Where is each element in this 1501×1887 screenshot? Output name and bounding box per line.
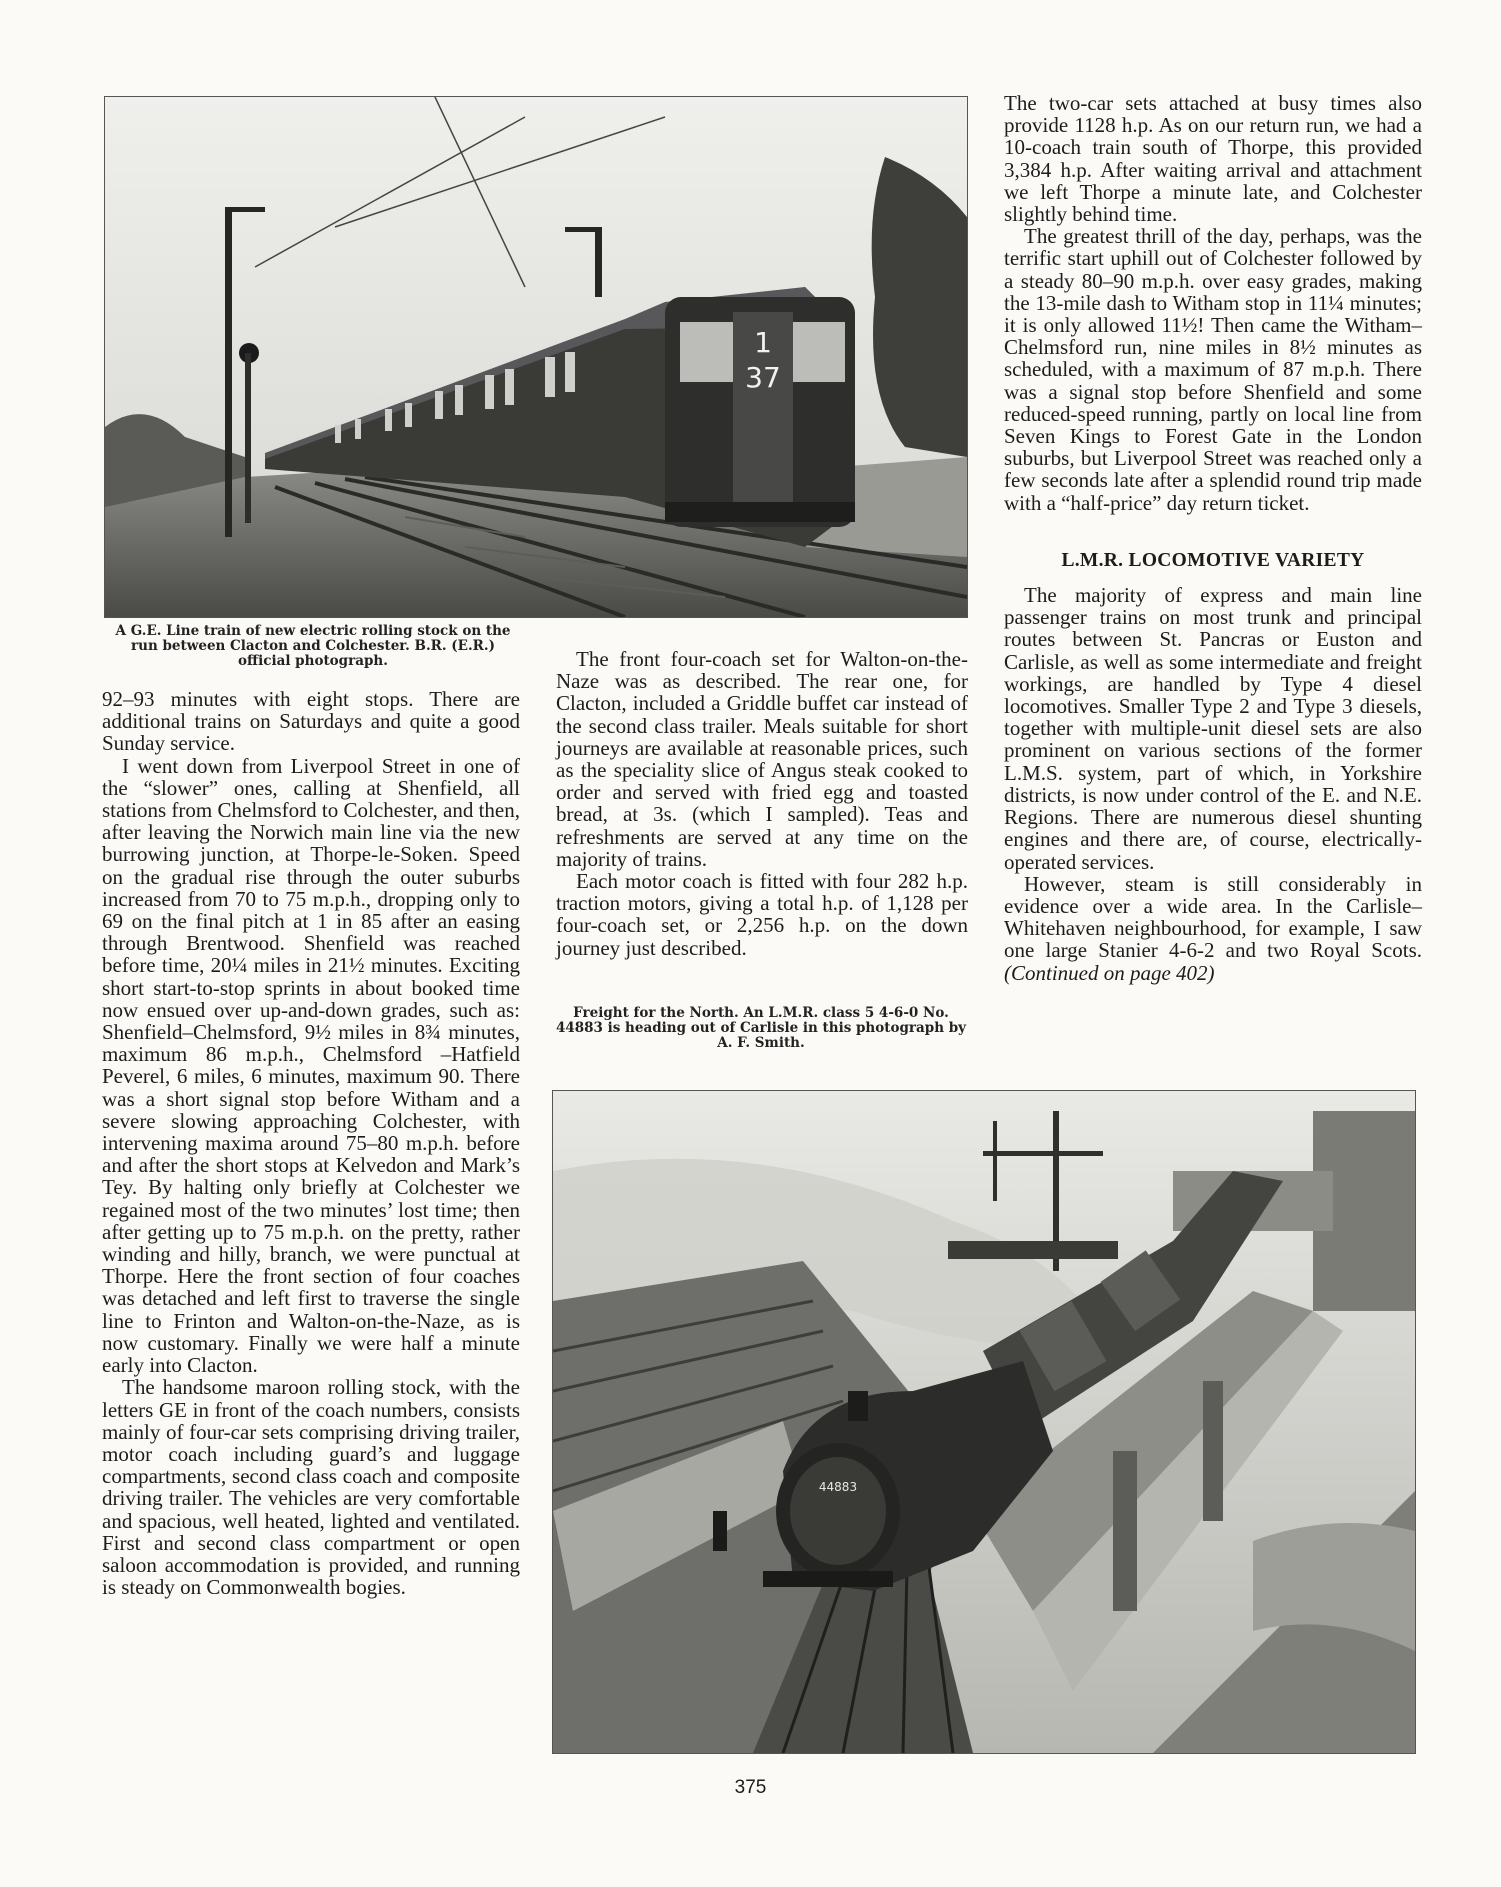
top-photo-caption: A G.E. Line train of new electric rolling stock on the run between Clacton and Colchester. B.R. (E.R.) official photograph. bbox=[115, 623, 511, 669]
col2-paragraph-2: Each motor coach is fitted with four 282 h.p. traction motors, giving a total h.p. of 1,128 per four-coach set, or 2,256 h.p. on the down journey just described. bbox=[556, 869, 968, 960]
train-headcode-bottom: 37 bbox=[745, 361, 781, 394]
col2-paragraph-1: The front four-coach set for Walton-on-the-Naze was as described. The rear one, for Clacton, included a Griddle buffet car instead of the second class trailer. Meals suitable for short journeys are available at reasonable prices, such as the speciality slice of Angus steak cooked to order and served with fried egg and toasted bread, at 3s. (which I sampled). Teas and refreshments are served at any time on the majority of trains. bbox=[556, 647, 968, 871]
continued-note: (Continued on page 402) bbox=[1004, 960, 1215, 985]
col1-paragraph-1: 92–93 minutes with eight stops. There are additional trains on Saturdays and quite a good Sunday service. bbox=[102, 687, 520, 756]
section-heading: L.M.R. LOCOMOTIVE VARIETY bbox=[1061, 549, 1365, 571]
col1-paragraph-3: The handsome maroon rolling stock, with the letters GE in front of the coach numbers, consists mainly of four-car sets comprising driving trailer, motor coach including guard’s and luggage compartments, second class coach and composite driving trailer. The vehicles are very comfortable and spacious, well heated, lighted and ventilated. First and second class compartment or open saloon accommodation is provided, and running is steady on Commonwealth bogies. bbox=[102, 1375, 520, 1600]
col3-paragraph-2: The greatest thrill of the day, perhaps, was the terrific start uphill out of Colchester followed by a steady 80–90 m.p.h. over easy grades, making the 13-mile dash to Witham stop in 11¼ minutes; it is only allowed 11½! Then came the Witham–Chelmsford run, nine miles in 8½ minutes as scheduled, with a maximum of 87 m.p.h. There was a signal stop before Shenfield and some reduced-speed running, partly on local line from Seven Kings to Forest Gate in the London suburbs, but Liverpool Street was reached only a few seconds late after a splendid round trip made with a “half-price” day return ticket. bbox=[1004, 224, 1422, 515]
train-headcode-top: 1 bbox=[754, 326, 772, 359]
column-two bbox=[556, 648, 968, 959]
electric-train-photo bbox=[104, 96, 968, 618]
bottom-photo-caption: Freight for the North. An L.M.R. class 5 4-6-0 No. 44883 is heading out of Carlisle in this photograph by A. F. Smith. bbox=[555, 1005, 967, 1051]
loco-number-plate: 44883 bbox=[818, 1480, 858, 1494]
steam-locomotive-photo bbox=[552, 1090, 1416, 1754]
column-three bbox=[1004, 92, 1422, 984]
page-number: 375 bbox=[734, 1777, 767, 1798]
col1-paragraph-2: I went down from Liverpool Street in one of the “slower” ones, calling at Shenfield, all stations from Chelmsford to Colchester, and then, after leaving the Norwich main line via the new burrowing junction, at Thorpe-le-Soken. Speed on the gradual rise through the outer suburbs increased from 70 to 75 m.p.h., dropping only to 69 on the final pitch at 1 in 85 after an easing through Brentwood. Shenfield was reached before time, 20¼ miles in 21½ minutes. Exciting short start-to-stop sprints in about booked time now ensued over up-and-down grades, such as: Shenfield–Chelmsford, 9½ miles in 8¾ minutes, maximum 86 m.p.h., Chelmsford –Hatfield Peverel, 6 miles, 6 minutes, maximum 90. There was a short signal stop before Witham and a severe slowing approaching Colchester, with intervening maxima around 75–80 m.p.h. before and after the short stops at Kelvedon and Mark’s Tey. By halting only briefly at Colchester we regained most of the two minutes’ lost time; then after getting up to 75 m.p.h. on the pretty, rather winding and hilly, branch, we were punctual at Thorpe. Here the front section of four coaches was detached and left first to traverse the single line to Frinton and Walton-on-the-Naze, as is now customary. Finally we were half a minute early into Clacton. bbox=[102, 753, 520, 1378]
col3-paragraph-3: The majority of express and main line passenger trains on most trunk and principal routes between St. Pancras or Euston and Carlisle, as well as some intermediate and freight workings, are handled by Type 4 diesel locomotives. Smaller Type 2 and Type 3 diesels, together with multiple-unit diesel sets are also prominent on various sections of the former L.M.S. system, part of which, in Yorkshire districts, is now under control of the E. and N.E. Regions. There are numerous diesel shunting engines and there are, of course, electrically-operated services. bbox=[1004, 583, 1422, 874]
column-one bbox=[102, 688, 520, 1598]
col3-paragraph-4 bbox=[1004, 873, 1422, 984]
col3-paragraph-4-text: However, steam is still considerably in evidence over a wide area. In the Carlisle–Whitehaven neighbourhood, for example, I saw one large Stanier 4-6-2 and two Royal Scots. bbox=[1004, 871, 1422, 963]
col3-paragraph-1: The two-car sets attached at busy times also provide 1128 h.p. As on our return run, we had a 10-coach train south of Thorpe, this provided 3,384 h.p. After waiting arrival and attachment we left Thorpe a minute late, and Colchester slightly behind time. bbox=[1004, 91, 1422, 227]
